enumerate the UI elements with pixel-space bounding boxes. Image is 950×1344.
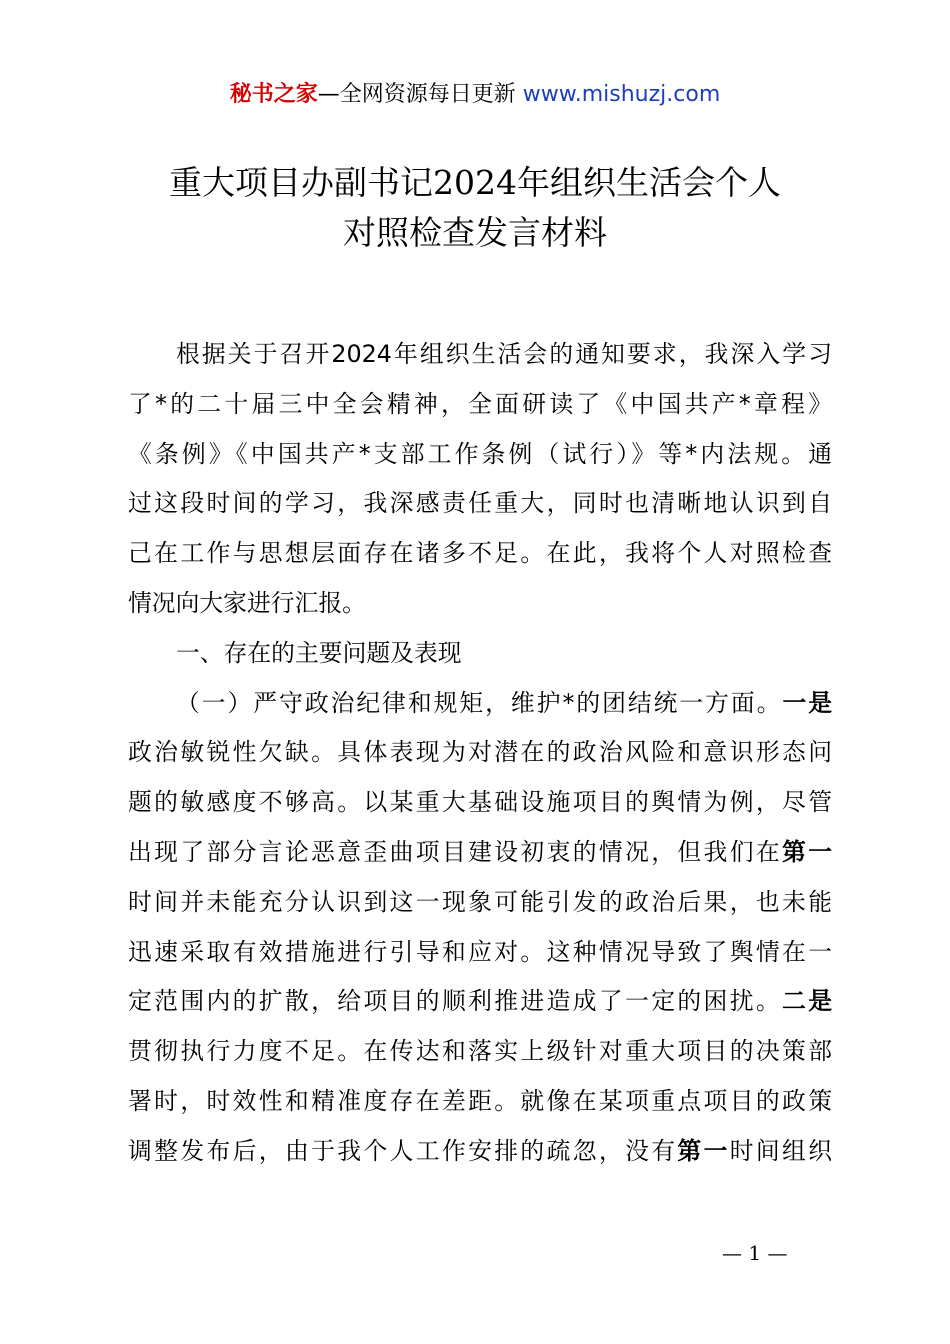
bold-run: 第一 — [677, 1136, 730, 1165]
document-body — [128, 330, 832, 1177]
paragraph-2-line — [128, 828, 832, 878]
site-slogan: —全网资源每日更新 — [317, 82, 516, 107]
section-heading: 一、存在的主要问题及表现 — [176, 638, 462, 667]
paragraph-2-line: 署时，时效性和精准度存在差距。就像在某项重点项目的政策 — [128, 1086, 832, 1115]
title-line-2: 对照检查发言材料 — [343, 213, 607, 252]
paragraph-1-line: 情况向大家进行汇报。 — [128, 588, 366, 617]
paragraph-1-line: 己在工作与思想层面存在诸多不足。在此，我将个人对照检查 — [128, 539, 832, 568]
title-line-1: 重大项目办副书记2024年组织生活会个人 — [169, 163, 781, 202]
paragraph-1-line: 《条例》《中国共产*支部工作条例（试行）》等*内法规。通 — [128, 439, 832, 468]
text-run: （一）严守政治纪律和规矩，维护*的团结统一方面。 — [176, 688, 783, 717]
text-run: 定范围内的扩散，给项目的顺利推进造成了一定的困扰。 — [128, 987, 783, 1016]
page-number: — 1 — — [722, 1241, 788, 1265]
text-run: 时间组织 — [729, 1136, 832, 1165]
bold-run: 二是 — [782, 987, 832, 1016]
bold-run: 第一 — [782, 837, 832, 866]
paragraph-2-line — [128, 1127, 832, 1177]
paragraph-2-line — [128, 679, 832, 729]
bold-run: 一是 — [782, 688, 832, 717]
paragraph-2-line — [128, 977, 832, 1027]
paragraph-2-line: 题的敏感度不够高。以某重大基础设施项目的舆情为例，尽管 — [128, 788, 832, 817]
paragraph-2-line: 时间并未能充分认识到这一现象可能引发的政治后果，也未能 — [128, 887, 832, 916]
document-title — [0, 158, 950, 258]
site-header — [0, 78, 950, 112]
paragraph-1-line: 了*的二十届三中全会精神，全面研读了《中国共产*章程》 — [128, 389, 832, 418]
paragraph-1-line: 过这段时间的学习，我深感责任重大，同时也清晰地认识到自 — [128, 489, 832, 518]
text-run: 调整发布后，由于我个人工作安排的疏忽，没有 — [128, 1136, 678, 1165]
paragraph-2-line: 政治敏锐性欠缺。具体表现为对潜在的政治风险和意识形态问 — [128, 738, 832, 767]
site-url[interactable]: www.mishuzj.com — [522, 82, 721, 107]
paragraph-1-line: 根据关于召开2024年组织生活会的通知要求，我深入学习 — [176, 340, 832, 368]
site-name: 秘书之家 — [229, 82, 318, 107]
paragraph-2-line: 迅速采取有效措施进行引导和应对。这种情况导致了舆情在一 — [128, 937, 832, 966]
paragraph-2-line: 贯彻执行力度不足。在传达和落实上级针对重大项目的决策部 — [128, 1037, 832, 1066]
text-run: 出现了部分言论恶意歪曲项目建设初衷的情况，但我们在 — [128, 837, 783, 866]
